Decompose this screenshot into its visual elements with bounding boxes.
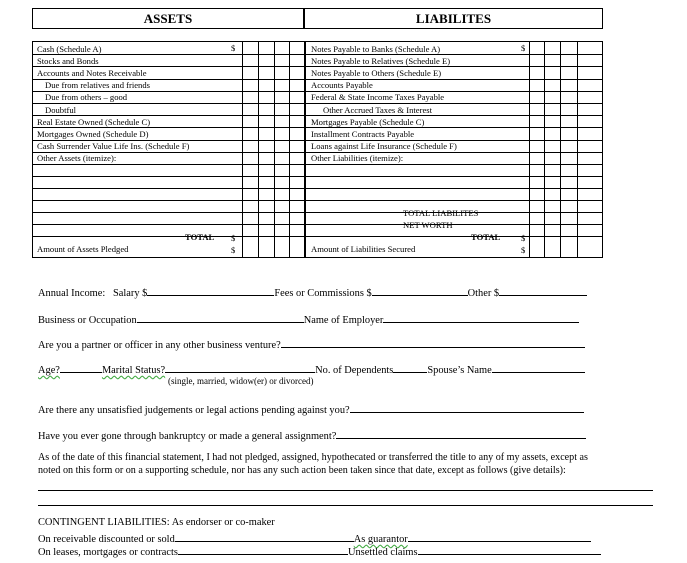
bankruptcy-question: Have you ever gone through bankruptcy or made a general assignment? — [38, 431, 337, 442]
liability-row-label: Other Liabilities (itemize): — [311, 153, 404, 164]
row-divider — [33, 236, 602, 237]
bankruptcy-line — [38, 428, 586, 442]
age-label: Age? — [38, 365, 60, 376]
asset-row-label: Accounts and Notes Receivable — [37, 67, 147, 78]
asset-row-label: Real Estate Owned (Schedule C) — [37, 116, 151, 127]
marital-options: (single, married, widow(er) or divorced) — [168, 376, 314, 386]
liability-row-label: Federal & State Income Taxes Payable — [311, 92, 445, 103]
liability-row-label: Notes Payable to Banks (Schedule A) — [311, 43, 441, 54]
dependents-label: No. of Dependents — [315, 365, 394, 376]
marital-label: Marital Status? — [101, 365, 166, 376]
marital-field[interactable] — [165, 362, 315, 373]
row-divider — [33, 176, 602, 177]
judgements-line — [38, 402, 584, 416]
business-field[interactable] — [137, 312, 304, 323]
receivable-label: On receivable discounted or sold — [38, 534, 175, 545]
partner-line — [38, 337, 585, 351]
total-liabilities-label: TOTAL LIABILITES — [403, 208, 479, 218]
receivable-field[interactable] — [175, 531, 354, 542]
asset-row-label: Cash Surrender Value Life Ins. (Schedule F) — [37, 141, 190, 152]
business-label: Business or Occupation — [38, 315, 137, 326]
other-label: Other $ — [467, 288, 500, 299]
judgements-question: Are there any unsatisfied judgements or legal actions pending against you? — [38, 405, 350, 416]
asset-row-label: Due from others – good — [45, 92, 128, 103]
salary-field[interactable] — [147, 285, 274, 296]
details-line-2[interactable] — [38, 505, 653, 506]
asset-row-label: Cash (Schedule A) — [37, 43, 102, 54]
other-field[interactable] — [499, 285, 587, 296]
contingent-label: CONTINGENT LIABILITIES: As endorser or co-maker — [38, 517, 275, 528]
statement-line-1: As of the date of this financial statement, I had not pledged, assigned, hypothecated or transferred the title to any of my assets, except as — [38, 452, 588, 463]
row-divider — [33, 212, 602, 213]
judgements-field[interactable] — [350, 402, 584, 413]
salary-label: Salary $ — [113, 288, 148, 299]
age-line — [38, 362, 585, 376]
asset-row-dollar: $ — [231, 43, 236, 53]
assets-total-dollar: $ — [231, 233, 236, 243]
liability-row-label: Notes Payable to Relatives (Schedule E) — [311, 55, 451, 66]
partner-field[interactable] — [281, 337, 585, 348]
liabilities-header: LIABILITES — [304, 8, 603, 29]
asset-row-label: Due from relatives and friends — [45, 80, 150, 91]
liabilities-secured-dollar: $ — [521, 245, 526, 255]
asset-row-label: Doubtful — [45, 104, 77, 115]
asset-row-label: Mortgages Owned (Schedule D) — [37, 128, 149, 139]
liability-row-label: Loans against Life Insurance (Schedule F) — [311, 141, 457, 152]
receivable-line — [38, 531, 591, 545]
details-line-1[interactable] — [38, 490, 653, 491]
age-field[interactable] — [60, 362, 102, 373]
liability-row-label: Accounts Payable — [311, 80, 373, 91]
employer-field[interactable] — [383, 312, 579, 323]
net-worth-label: NET WORTH — [403, 220, 453, 230]
unsettled-label: Unsettled claims — [347, 547, 418, 558]
row-divider — [33, 188, 602, 189]
spouse-label: Spouse’s Name — [427, 365, 492, 376]
liability-row-label: Notes Payable to Others (Schedule E) — [311, 67, 442, 78]
dependents-field[interactable] — [393, 362, 427, 373]
guarantor-label: As guarantor — [353, 534, 408, 545]
liability-row-label: Other Accrued Taxes & Interest — [323, 104, 433, 115]
row-divider — [33, 224, 602, 225]
asset-row-label: Stocks and Bonds — [37, 55, 99, 66]
leases-line — [38, 544, 601, 558]
row-divider — [33, 200, 602, 201]
liabilities-secured-label: Amount of Liabilities Secured — [311, 244, 416, 254]
liability-row-dollar: $ — [521, 43, 526, 53]
leases-label: On leases, mortgages or contracts — [38, 547, 178, 558]
leases-field[interactable] — [178, 544, 348, 555]
statement-line-2: noted on this form or on a supporting schedule, nor has any such action been taken since that date, except as follows (give details): — [38, 465, 566, 476]
asset-row-label: Other Assets (itemize): — [37, 153, 117, 164]
business-line — [38, 312, 579, 326]
liability-row-label: Installment Contracts Payable — [311, 128, 415, 139]
guarantor-field[interactable] — [408, 531, 591, 542]
assets-header: ASSETS — [32, 8, 304, 29]
assets-pledged-label: Amount of Assets Pledged — [37, 244, 129, 254]
spouse-field[interactable] — [492, 362, 585, 373]
fees-field[interactable] — [372, 285, 468, 296]
assets-total-label: TOTAL — [185, 232, 215, 242]
assets-pledged-dollar: $ — [231, 245, 236, 255]
fees-label: Fees or Commissions $ — [274, 288, 372, 299]
partner-question: Are you a partner or officer in any other business venture? — [38, 340, 281, 351]
annual-income-label: Annual Income: — [38, 288, 106, 299]
bankruptcy-field[interactable] — [336, 428, 586, 439]
liabilities-total-dollar: $ — [521, 233, 526, 243]
annual-income-line — [38, 285, 587, 299]
unsettled-field[interactable] — [418, 544, 601, 555]
balance-sheet-table — [32, 41, 603, 258]
liabilities-total-label: TOTAL — [471, 232, 501, 242]
liability-row-label: Mortgages Payable (Schedule C) — [311, 116, 425, 127]
employer-label: Name of Employer — [303, 315, 384, 326]
